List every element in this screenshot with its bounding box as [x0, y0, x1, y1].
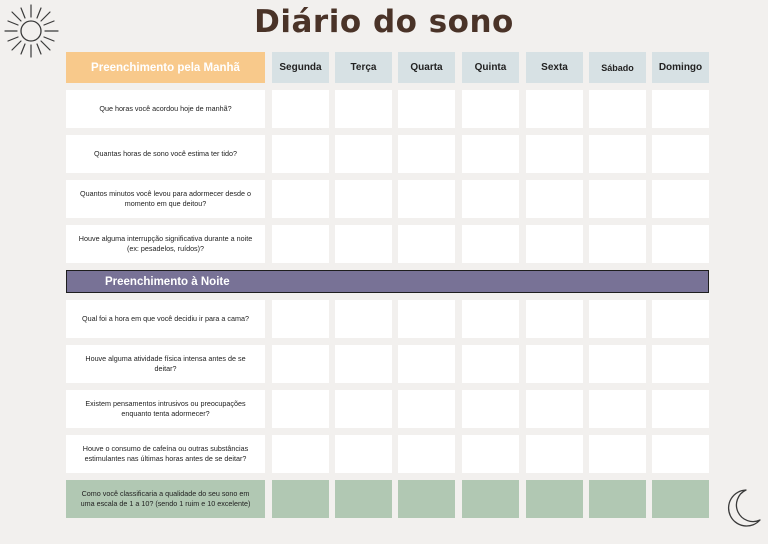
- answer-cell[interactable]: [462, 300, 519, 338]
- answer-cell[interactable]: [462, 135, 519, 173]
- morning-section-header: Preenchimento pela Manhã: [66, 52, 265, 83]
- answer-cell[interactable]: [335, 390, 392, 428]
- answer-cell[interactable]: [462, 225, 519, 263]
- question-interruptions: Houve alguma interrupção significativa durante a noite (ex: pesadelos, ruídos)?: [66, 225, 265, 263]
- day-header-segunda: Segunda: [272, 52, 329, 83]
- day-header-sabado: Sábado: [589, 52, 646, 83]
- answer-cell[interactable]: [652, 90, 709, 128]
- answer-cell[interactable]: [526, 225, 583, 263]
- answer-cell[interactable]: [526, 135, 583, 173]
- answer-cell[interactable]: [526, 90, 583, 128]
- answer-cell[interactable]: [526, 345, 583, 383]
- answer-cell[interactable]: [462, 435, 519, 473]
- answer-cell[interactable]: [589, 345, 646, 383]
- answer-cell[interactable]: [398, 225, 455, 263]
- day-header-quarta: Quarta: [398, 52, 455, 83]
- answer-cell[interactable]: [462, 480, 519, 518]
- answer-cell[interactable]: [335, 135, 392, 173]
- day-header-terca: Terça: [335, 52, 392, 83]
- answer-cell[interactable]: [272, 90, 329, 128]
- answer-cell[interactable]: [398, 390, 455, 428]
- answer-cell[interactable]: [652, 225, 709, 263]
- answer-cell[interactable]: [398, 345, 455, 383]
- question-caffeine: Houve o consumo de cafeína ou outras substâncias estimulantes nas últimas horas antes de se deitar?: [66, 435, 265, 473]
- answer-cell[interactable]: [272, 180, 329, 218]
- answer-cell[interactable]: [398, 480, 455, 518]
- question-physical-activity: Houve alguma atividade física intensa antes de se deitar?: [66, 345, 265, 383]
- day-header-domingo: Domingo: [652, 52, 709, 83]
- answer-cell[interactable]: [335, 345, 392, 383]
- page-title: Diário do sono: [254, 4, 514, 40]
- answer-cell[interactable]: [589, 90, 646, 128]
- answer-cell[interactable]: [398, 300, 455, 338]
- answer-cell[interactable]: [589, 225, 646, 263]
- answer-cell[interactable]: [335, 300, 392, 338]
- question-sleep-latency: Quantos minutos você levou para adormecer desde o momento em que deitou?: [66, 180, 265, 218]
- answer-cell[interactable]: [652, 135, 709, 173]
- answer-cell[interactable]: [589, 300, 646, 338]
- question-sleep-quality: Como você classificaria a qualidade do seu sono em uma escala de 1 a 10? (sendo 1 ruim e 10 excelente): [66, 480, 265, 518]
- answer-cell[interactable]: [589, 135, 646, 173]
- answer-cell[interactable]: [272, 225, 329, 263]
- answer-cell[interactable]: [398, 180, 455, 218]
- answer-cell[interactable]: [398, 90, 455, 128]
- answer-cell[interactable]: [589, 390, 646, 428]
- moon-icon: [720, 486, 764, 530]
- answer-cell[interactable]: [272, 435, 329, 473]
- answer-cell[interactable]: [272, 345, 329, 383]
- answer-cell[interactable]: [652, 390, 709, 428]
- answer-cell[interactable]: [462, 90, 519, 128]
- answer-cell[interactable]: [526, 435, 583, 473]
- day-header-sexta: Sexta: [526, 52, 583, 83]
- answer-cell[interactable]: [652, 300, 709, 338]
- answer-cell[interactable]: [272, 135, 329, 173]
- answer-cell[interactable]: [335, 90, 392, 128]
- question-sleep-hours: Quantas horas de sono você estima ter tido?: [66, 135, 265, 173]
- night-section-label: Preenchimento à Noite: [105, 275, 230, 288]
- answer-cell[interactable]: [462, 180, 519, 218]
- question-bed-time: Qual foi a hora em que você decidiu ir para a cama?: [66, 300, 265, 338]
- answer-cell[interactable]: [272, 480, 329, 518]
- answer-cell[interactable]: [335, 480, 392, 518]
- answer-cell[interactable]: [335, 435, 392, 473]
- answer-cell[interactable]: [335, 180, 392, 218]
- question-intrusive-thoughts: Existem pensamentos intrusivos ou preocupações enquanto tenta adormecer?: [66, 390, 265, 428]
- answer-cell[interactable]: [652, 435, 709, 473]
- answer-cell[interactable]: [272, 390, 329, 428]
- night-section-header: [66, 270, 709, 293]
- answer-cell[interactable]: [526, 390, 583, 428]
- answer-cell[interactable]: [335, 225, 392, 263]
- answer-cell[interactable]: [652, 180, 709, 218]
- answer-cell[interactable]: [462, 390, 519, 428]
- answer-cell[interactable]: [589, 435, 646, 473]
- answer-cell[interactable]: [398, 135, 455, 173]
- day-header-quinta: Quinta: [462, 52, 519, 83]
- answer-cell[interactable]: [526, 300, 583, 338]
- answer-cell[interactable]: [272, 300, 329, 338]
- answer-cell[interactable]: [526, 480, 583, 518]
- answer-cell[interactable]: [652, 345, 709, 383]
- answer-cell[interactable]: [589, 480, 646, 518]
- answer-cell[interactable]: [462, 345, 519, 383]
- question-wake-time: Que horas você acordou hoje de manhã?: [66, 90, 265, 128]
- answer-cell[interactable]: [652, 480, 709, 518]
- answer-cell[interactable]: [526, 180, 583, 218]
- answer-cell[interactable]: [398, 435, 455, 473]
- answer-cell[interactable]: [589, 180, 646, 218]
